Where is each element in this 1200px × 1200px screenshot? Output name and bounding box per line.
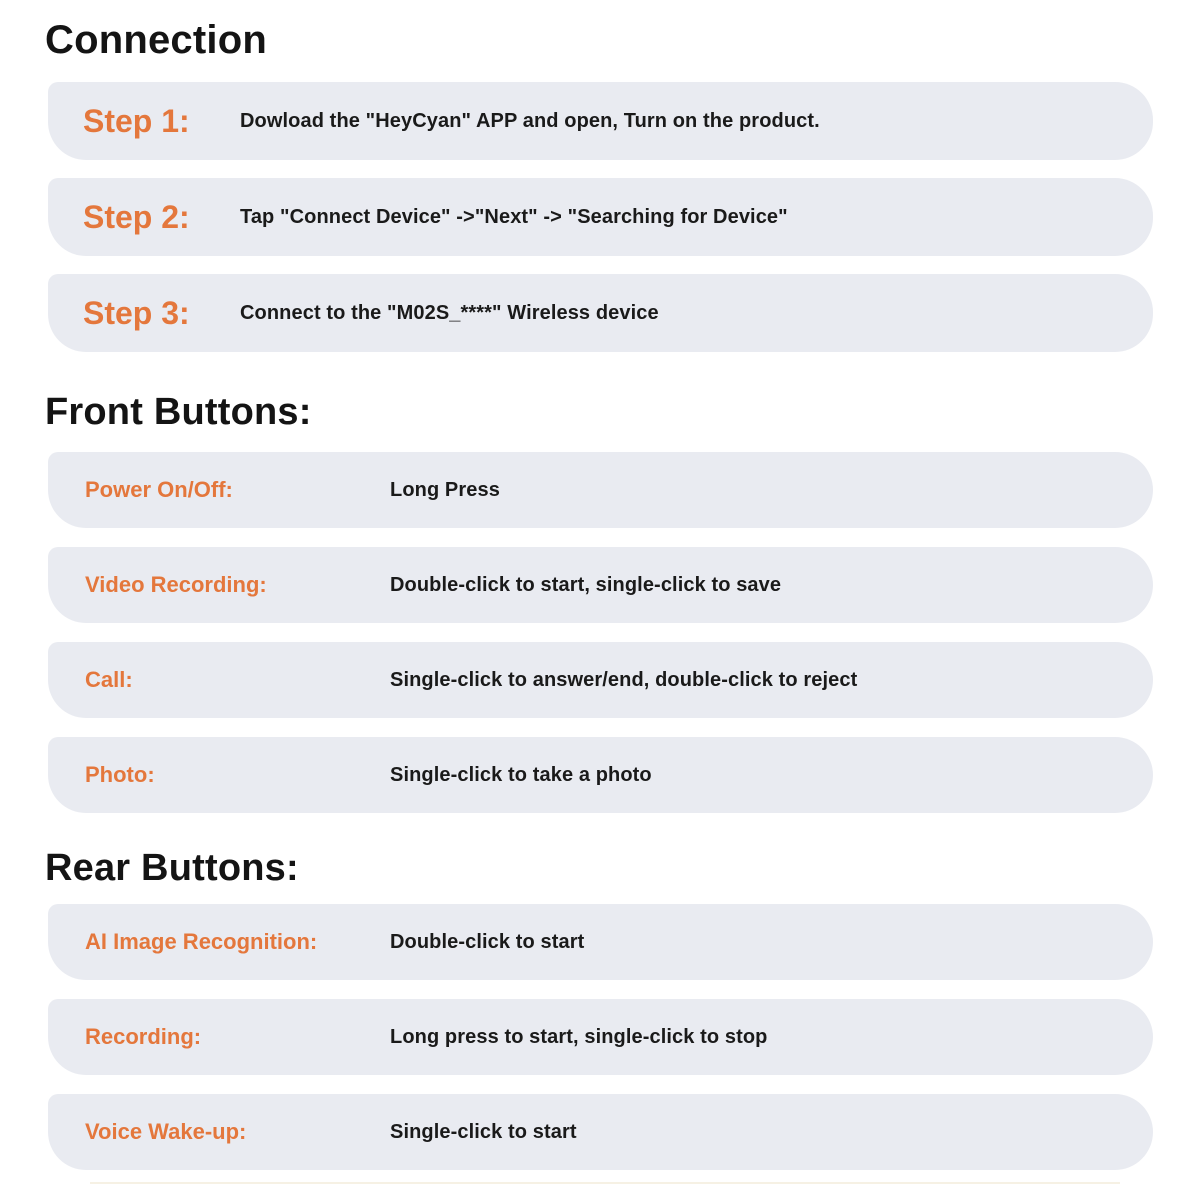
button-description: Single-click to take a photo	[390, 763, 652, 786]
rear-button-row-recording	[48, 999, 1153, 1075]
front-button-row-photo	[48, 737, 1153, 813]
button-description: Single-click to start	[390, 1120, 577, 1143]
button-description: Long Press	[390, 478, 500, 501]
page-break-line	[90, 1182, 1120, 1184]
front-button-row-video-recording	[48, 547, 1153, 623]
step-description: Tap "Connect Device" ->"Next" -> "Searching for Device"	[240, 205, 788, 228]
step-row-3	[48, 274, 1153, 352]
button-label: Recording:	[85, 1024, 202, 1049]
section-heading-rear-buttons: Rear Buttons:	[45, 847, 299, 889]
step-description: Dowload the "HeyCyan" APP and open, Turn on the product.	[240, 109, 820, 132]
step-row-2	[48, 178, 1153, 256]
rear-button-row-voice-wake-up	[48, 1094, 1153, 1170]
section-heading-connection: Connection	[45, 18, 267, 62]
rear-button-row-ai-image-recognition	[48, 904, 1153, 980]
section-heading-front-buttons: Front Buttons:	[45, 391, 312, 433]
front-button-row-call	[48, 642, 1153, 718]
button-description: Single-click to answer/end, double-click to reject	[390, 668, 858, 691]
step-description: Connect to the "M02S_****" Wireless device	[240, 301, 659, 324]
button-label: AI Image Recognition:	[85, 929, 318, 954]
step-row-1	[48, 82, 1153, 160]
button-label: Video Recording:	[85, 572, 267, 597]
button-description: Double-click to start, single-click to save	[390, 573, 782, 596]
button-label: Voice Wake-up:	[85, 1119, 247, 1144]
button-label: Photo:	[85, 762, 155, 787]
step-label: Step 3:	[83, 294, 190, 331]
button-label: Power On/Off:	[85, 477, 233, 502]
button-description: Long press to start, single-click to stop	[390, 1025, 768, 1048]
front-button-row-power	[48, 452, 1153, 528]
step-label: Step 2:	[83, 198, 190, 235]
button-description: Double-click to start	[390, 930, 585, 953]
button-label: Call:	[85, 667, 133, 692]
step-label: Step 1:	[83, 102, 190, 139]
